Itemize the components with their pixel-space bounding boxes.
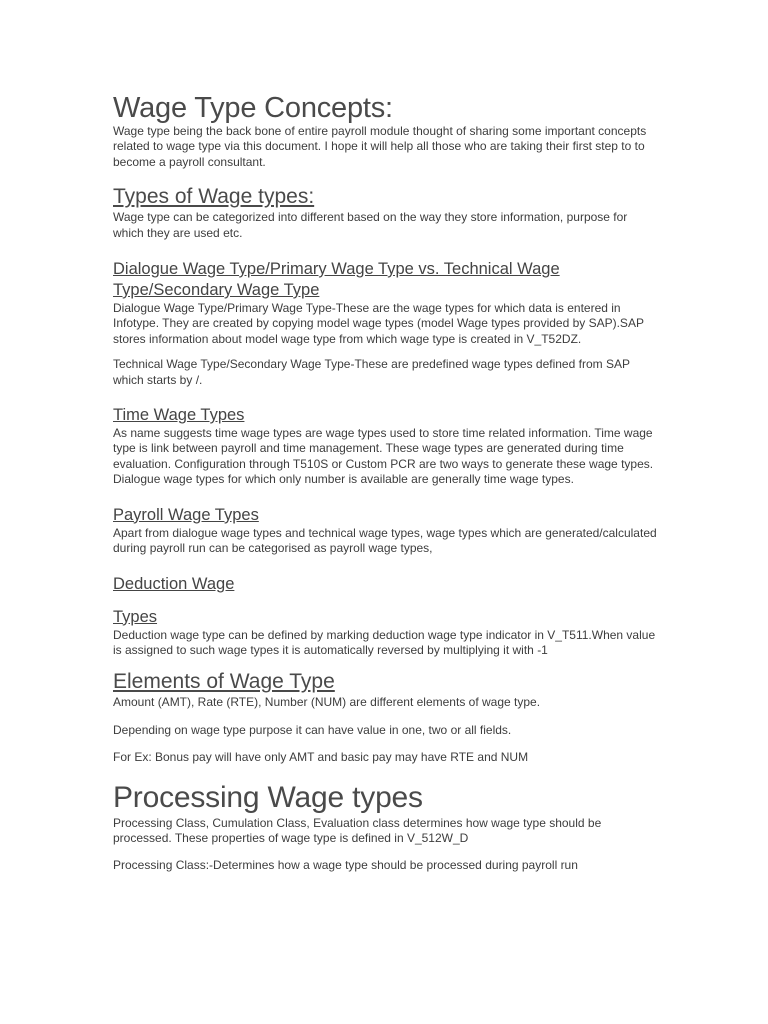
types-heading: Types of Wage types:	[113, 185, 315, 209]
deduction-heading-line1: Deduction Wage	[113, 574, 235, 593]
payroll-paragraph: Apart from dialogue wage types and technical wage types, wage types which are generated/calculated during payroll run can be categorised as payroll wage types,	[113, 525, 657, 556]
intro-paragraph: Wage type being the back bone of entire payroll module thought of sharing some important concepts related to wage type via this document. I hope it will help all those who are taking their first step to to become a payroll consultant.	[113, 124, 647, 169]
payroll-heading: Payroll Wage Types	[113, 505, 259, 524]
document-title: Wage Type Concepts:	[113, 92, 393, 124]
elements-heading: Elements of Wage Type	[113, 670, 335, 694]
document-page	[113, 92, 658, 874]
dialogue-paragraph: Dialogue Wage Type/Primary Wage Type-These are the wage types for which data is entered in Infotype. They are created by copying model wage types (model Wage types provided by SAP).SAP stores information about model wage type from which wage type is created in V_T52DZ.	[113, 301, 644, 346]
elements-paragraph-3: For Ex: Bonus pay will have only AMT and basic pay may have RTE and NUM	[113, 750, 529, 765]
elements-paragraph-2: Depending on wage type purpose it can have value in one, two or all fields.	[113, 722, 512, 737]
deduction-heading-line2: Types	[113, 607, 158, 626]
elements-paragraph-1: Amount (AMT), Rate (RTE), Number (NUM) are different elements of wage type.	[113, 695, 541, 710]
time-heading: Time Wage Types	[113, 406, 245, 425]
processing-paragraph: Processing Class, Cumulation Class, Evaluation class determines how wage type should be processed. These properties of wage type is defined in V_512W_D	[113, 815, 602, 845]
processing-heading: Processing Wage types	[113, 780, 423, 814]
dialogue-heading: Dialogue Wage Type/Primary Wage Type vs. Technical Wage Type/Secondary Wage Type	[113, 260, 560, 300]
technical-paragraph: Technical Wage Type/Secondary Wage Type-These are predefined wage types defined from SAP which starts by /.	[113, 357, 630, 387]
deduction-paragraph: Deduction wage type can be defined by marking deduction wage type indicator in V_T511.When value is assigned to such wage types it is automatically reversed by multiplying it with -1	[113, 627, 656, 657]
processing-class-paragraph: Processing Class:-Determines how a wage type should be processed during payroll run	[113, 858, 578, 873]
time-paragraph: As name suggests time wage types are wage types used to store time related information. Time wage type is link between payroll and time management. These wage types are generated during time evaluation. Configuration through T510S or Custom PCR are two ways to generate these wage types. Dialogue wage types for which only number is available are generally time wage types.	[113, 426, 654, 487]
types-paragraph: Wage type can be categorized into different based on the way they store information, purpose for which they are used etc.	[113, 210, 628, 240]
